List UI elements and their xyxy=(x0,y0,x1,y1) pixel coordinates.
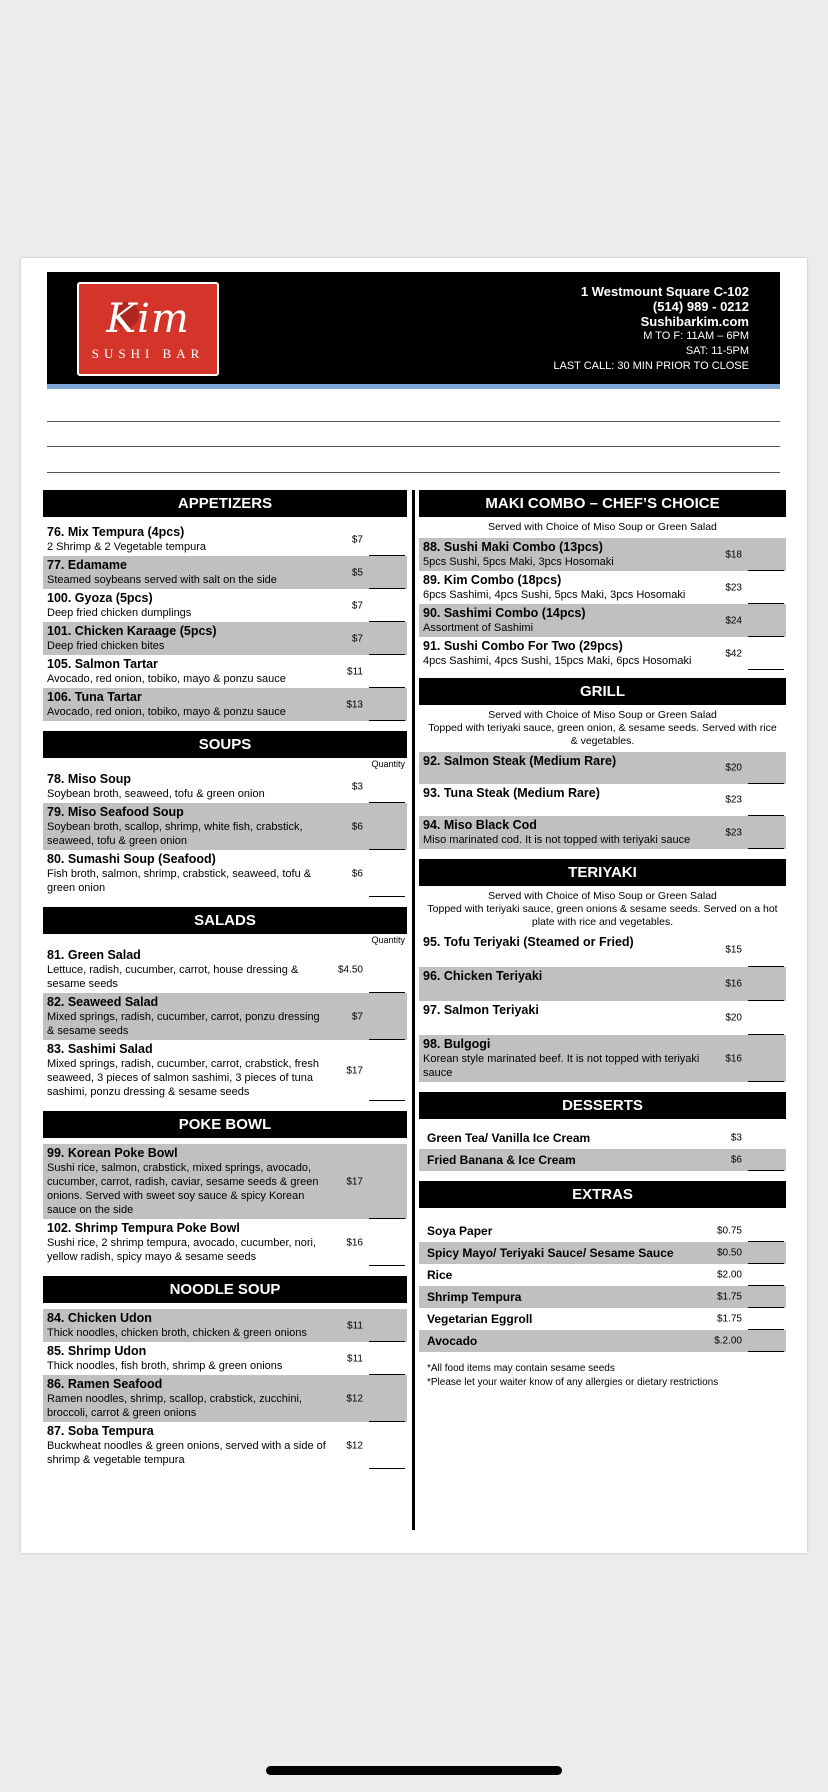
quantity-label: Quantity xyxy=(371,935,405,945)
item-price: $0.50 xyxy=(716,1247,742,1259)
item-description: Miso marinated cod. It is not topped with teriyaki sauce xyxy=(423,834,691,846)
quantity-line xyxy=(369,720,405,721)
section-header-desserts: DESSERTS xyxy=(419,1092,786,1119)
item-description: 6pcs Sashimi, 4pcs Sushi, 5pcs Maki, 3pcs Hosomaki xyxy=(423,589,686,601)
item-name: 92. Salmon Steak (Medium Rare) xyxy=(423,754,617,768)
item-price: $11 xyxy=(347,1320,363,1331)
item-name: 98. Bulgogi xyxy=(423,1037,491,1051)
menu-item xyxy=(419,604,786,637)
item-name: 85. Shrimp Udon xyxy=(47,1344,147,1358)
item-description: Assortment of Sashimi xyxy=(423,622,534,634)
menu-item xyxy=(419,571,786,604)
footnotes xyxy=(419,1352,786,1400)
menu-item xyxy=(43,946,407,993)
menu-item xyxy=(43,850,407,897)
item-name: 99. Korean Poke Bowl xyxy=(47,1146,178,1160)
section-note xyxy=(419,705,786,752)
menu-item xyxy=(419,1001,786,1035)
section-note-line-1: Served with Choice of Miso Soup or Green Salad xyxy=(488,709,717,721)
item-price: $7 xyxy=(351,600,363,611)
header-accent-bar xyxy=(47,384,780,389)
item-price: $20 xyxy=(725,1012,742,1024)
footnote-sesame: *All food items may contain sesame seeds xyxy=(427,1363,615,1374)
item-name: Fried Banana & Ice Cream xyxy=(427,1153,576,1167)
logo-word: Kim xyxy=(106,296,190,342)
menu-item xyxy=(43,1219,407,1266)
write-in-line-2 xyxy=(47,446,780,447)
menu-item xyxy=(419,816,786,849)
website: Sushibarkim.com xyxy=(640,314,749,329)
item-name: Rice xyxy=(427,1268,453,1282)
menu-item xyxy=(43,688,407,721)
item-description: Lettuce, radish, cucumber, carrot, house dressing & sesame seeds xyxy=(47,964,299,990)
quantity-line xyxy=(748,1351,784,1352)
contact-info xyxy=(553,284,749,374)
menu-page xyxy=(21,258,807,1553)
item-name: 76. Mix Tempura (4pcs) xyxy=(47,525,185,539)
item-price: $2.00 xyxy=(716,1269,742,1281)
item-price: $7 xyxy=(351,633,363,644)
item-name: 81. Green Salad xyxy=(47,948,141,962)
item-name: Shrimp Tempura xyxy=(427,1290,522,1304)
section-note: Served with Choice of Miso Soup or Green Salad xyxy=(488,521,717,533)
item-name: 89. Kim Combo (18pcs) xyxy=(423,573,562,587)
quantity-line xyxy=(369,896,405,897)
item-name: 102. Shrimp Tempura Poke Bowl xyxy=(47,1221,240,1235)
address: 1 Westmount Square C-102 xyxy=(580,284,749,299)
item-name: 94. Miso Black Cod xyxy=(423,818,537,832)
item-description: Thick noodles, chicken broth, chicken & green onions xyxy=(47,1327,307,1339)
item-description: Steamed soybeans served with salt on the side xyxy=(47,574,277,586)
item-price: $13 xyxy=(346,699,363,710)
item-description: Soybean broth, scallop, shrimp, white fish, crabstick, seaweed, tofu & green onion xyxy=(47,821,303,847)
item-name: Spicy Mayo/ Teriyaki Sauce/ Sesame Sauce xyxy=(427,1246,674,1260)
item-name: Vegetarian Eggroll xyxy=(427,1312,533,1326)
quantity-line xyxy=(369,1100,405,1101)
menu-item xyxy=(43,1309,407,1342)
write-in-line-1 xyxy=(47,421,780,422)
item-name: 77. Edamame xyxy=(47,558,127,572)
extra-item xyxy=(419,1308,786,1330)
section-header-noodle-soup: NOODLE SOUP xyxy=(43,1276,407,1303)
extra-item xyxy=(419,1286,786,1308)
item-name: 87. Soba Tempura xyxy=(47,1424,154,1438)
item-name: 82. Seaweed Salad xyxy=(47,995,159,1009)
item-price: $16 xyxy=(346,1237,363,1248)
menu-item xyxy=(43,523,407,556)
item-description: Mixed springs, radish, cucumber, carrot, ponzu dressing & sesame seeds xyxy=(47,1011,320,1037)
item-price: $11 xyxy=(347,1353,363,1364)
item-description: Deep fried chicken dumplings xyxy=(47,607,192,619)
item-name: Green Tea/ Vanilla Ice Cream xyxy=(427,1131,591,1145)
item-name: 93. Tuna Steak (Medium Rare) xyxy=(423,786,600,800)
item-price: $6 xyxy=(730,1154,742,1166)
column-divider xyxy=(412,490,415,1530)
menu-header xyxy=(47,272,780,384)
quantity-line xyxy=(369,1468,405,1469)
item-price: $3 xyxy=(351,781,363,792)
item-name: Soya Paper xyxy=(427,1224,493,1238)
item-description: 4pcs Sashimi, 4pcs Sushi, 15pcs Maki, 6pcs Hosomaki xyxy=(423,655,692,667)
item-price: $1.75 xyxy=(716,1313,742,1325)
item-description: Mixed springs, radish, cucumber, carrot, crabstick, fresh seaweed, 3 pieces of salmon sashimi, 3 pieces of tuna sashimi, ponzu dressing & sesame seeds xyxy=(47,1058,320,1098)
last-call: LAST CALL: 30 MIN PRIOR TO CLOSE xyxy=(553,360,749,372)
menu-item xyxy=(419,1035,786,1082)
item-price: $6 xyxy=(351,821,363,832)
menu-item xyxy=(419,784,786,816)
section-header-salads: SALADS xyxy=(43,907,407,934)
extra-item xyxy=(419,1242,786,1264)
menu-item xyxy=(419,538,786,571)
section-header-grill: GRILL xyxy=(419,678,786,705)
item-description: Fish broth, salmon, shrimp, crabstick, seaweed, tofu & green onion xyxy=(47,868,312,894)
item-price: $12 xyxy=(346,1393,363,1404)
item-name: 80. Sumashi Soup (Seafood) xyxy=(47,852,216,866)
item-name: 88. Sushi Maki Combo (13pcs) xyxy=(423,540,603,554)
menu-item xyxy=(43,1422,407,1469)
item-name: 101. Chicken Karaage (5pcs) xyxy=(47,624,217,638)
menu-item xyxy=(43,993,407,1040)
quantity-label: Quantity xyxy=(371,759,405,769)
item-name: 91. Sushi Combo For Two (29pcs) xyxy=(423,639,623,653)
item-name: Avocado xyxy=(427,1334,478,1348)
quantity-line xyxy=(369,1265,405,1266)
item-name: 96. Chicken Teriyaki xyxy=(423,969,543,983)
item-price: $7 xyxy=(351,534,363,545)
item-price: $23 xyxy=(725,827,742,838)
item-name: 95. Tofu Teriyaki (Steamed or Fried) xyxy=(423,935,634,949)
menu-item xyxy=(43,1342,407,1375)
item-description: 2 Shrimp & 2 Vegetable tempura xyxy=(47,541,206,553)
item-description: Sushi rice, salmon, crabstick, mixed springs, avocado, cucumber, carrot, radish, caviar, sesame seeds & green onions. Served with sweet soy sauce & spicy Korean sauce on the side xyxy=(47,1162,319,1216)
section-header-maki-combo: MAKI COMBO – CHEF’S CHOICE xyxy=(419,490,786,517)
item-price: $5 xyxy=(351,567,363,578)
quantity-line xyxy=(748,848,784,849)
item-name: 78. Miso Soup xyxy=(47,772,132,786)
item-description: Avocado, red onion, tobiko, mayo & ponzu sauce xyxy=(47,673,286,685)
item-price: $12 xyxy=(346,1440,363,1451)
item-name: 105. Salmon Tartar xyxy=(47,657,158,671)
item-price: $23 xyxy=(725,794,742,806)
item-name: 97. Salmon Teriyaki xyxy=(423,1003,539,1017)
section-header-extras: EXTRAS xyxy=(419,1181,786,1208)
hours-saturday: SAT: 11-5PM xyxy=(685,345,749,357)
section-note-line-2: Topped with teriyaki sauce, green onion, & sesame seeds. Served with rice & vegetables. xyxy=(428,722,777,747)
menu-item xyxy=(43,589,407,622)
item-price: $17 xyxy=(346,1065,363,1076)
item-description: 5pcs Sushi, 5pcs Maki, 3pcs Hosomaki xyxy=(423,556,614,568)
left-column xyxy=(43,490,407,1469)
item-price: $3 xyxy=(730,1132,742,1144)
item-price: $16 xyxy=(725,978,742,990)
dessert-item xyxy=(419,1127,786,1149)
item-price: $6 xyxy=(351,868,363,879)
item-price: $4.50 xyxy=(337,964,363,975)
quantity-line xyxy=(748,1081,784,1082)
item-price: $24 xyxy=(725,615,742,626)
item-name: 100. Gyoza (5pcs) xyxy=(47,591,153,605)
extra-item xyxy=(419,1264,786,1286)
right-column xyxy=(419,490,786,1400)
quantity-line xyxy=(748,1170,784,1171)
item-price: $18 xyxy=(725,549,742,560)
item-name: 79. Miso Seafood Soup xyxy=(47,805,184,819)
section-header-soups: SOUPS xyxy=(43,731,407,758)
item-description: Ramen noodles, shrimp, scallop, crabstick, zucchini, broccoli, carrot & green onions xyxy=(47,1393,302,1419)
item-description: Sushi rice, 2 shrimp tempura, avocado, cucumber, nori, yellow radish, spicy mayo & sesame seeds xyxy=(47,1237,317,1263)
menu-item xyxy=(43,556,407,589)
kim-sushi-bar-logo xyxy=(77,282,219,376)
extra-item xyxy=(419,1330,786,1352)
item-name: 86. Ramen Seafood xyxy=(47,1377,163,1391)
item-price: $23 xyxy=(725,582,742,593)
footnote-allergies: *Please let your waiter know of any allergies or dietary restrictions xyxy=(427,1377,719,1388)
menu-item xyxy=(419,933,786,967)
section-header-poke-bowl: POKE BOWL xyxy=(43,1111,407,1138)
item-description: Thick noodles, fish broth, shrimp & green onions xyxy=(47,1360,283,1372)
hours-weekday: M TO F: 11AM – 6PM xyxy=(643,330,749,342)
menu-item xyxy=(43,770,407,803)
home-indicator[interactable] xyxy=(266,1766,562,1775)
menu-item xyxy=(43,803,407,850)
item-price: $7 xyxy=(351,1011,363,1022)
item-price: $15 xyxy=(725,944,742,956)
item-name: 84. Chicken Udon xyxy=(47,1311,152,1325)
menu-item xyxy=(419,637,786,670)
menu-item xyxy=(43,1040,407,1101)
menu-item xyxy=(419,752,786,784)
item-description: Buckwheat noodles & green onions, served with a side of shrimp & vegetable tempura xyxy=(47,1440,326,1466)
item-price: $.2.00 xyxy=(714,1335,742,1347)
phone: (514) 989 - 0212 xyxy=(652,299,749,314)
item-price: $16 xyxy=(725,1053,742,1064)
menu-item xyxy=(43,1144,407,1219)
item-description: Soybean broth, seaweed, tofu & green onion xyxy=(47,788,265,800)
section-header-appetizers: APPETIZERS xyxy=(43,490,407,517)
section-note xyxy=(419,886,786,933)
section-note-line-1: Served with Choice of Miso Soup or Green Salad xyxy=(488,890,717,902)
section-header-teriyaki: TERIYAKI xyxy=(419,859,786,886)
menu-item xyxy=(43,655,407,688)
item-price: $20 xyxy=(725,762,742,774)
menu-item xyxy=(43,622,407,655)
write-in-line-3 xyxy=(47,472,780,473)
item-price: $0.75 xyxy=(716,1225,742,1237)
item-price: $1.75 xyxy=(716,1291,742,1303)
item-description: Korean style marinated beef. It is not topped with teriyaki sauce xyxy=(423,1053,700,1079)
quantity-line xyxy=(748,669,784,670)
logo-subtitle: SUSHI BAR xyxy=(91,346,205,361)
extra-item xyxy=(419,1220,786,1242)
dessert-item xyxy=(419,1149,786,1171)
item-price: $11 xyxy=(347,666,363,677)
item-price: $17 xyxy=(346,1176,363,1187)
item-name: 90. Sashimi Combo (14pcs) xyxy=(423,606,586,620)
item-name: 106. Tuna Tartar xyxy=(47,690,142,704)
item-price: $42 xyxy=(725,648,742,659)
menu-item xyxy=(419,967,786,1001)
item-name: 83. Sashimi Salad xyxy=(47,1042,153,1056)
section-note-line-2: Topped with teriyaki sauce, green onions & sesame seeds. Served on a hot plate with rice and vegetables. xyxy=(427,903,778,928)
item-description: Avocado, red onion, tobiko, mayo & ponzu sauce xyxy=(47,706,286,718)
menu-item xyxy=(43,1375,407,1422)
item-description: Deep fried chicken bites xyxy=(47,640,165,652)
